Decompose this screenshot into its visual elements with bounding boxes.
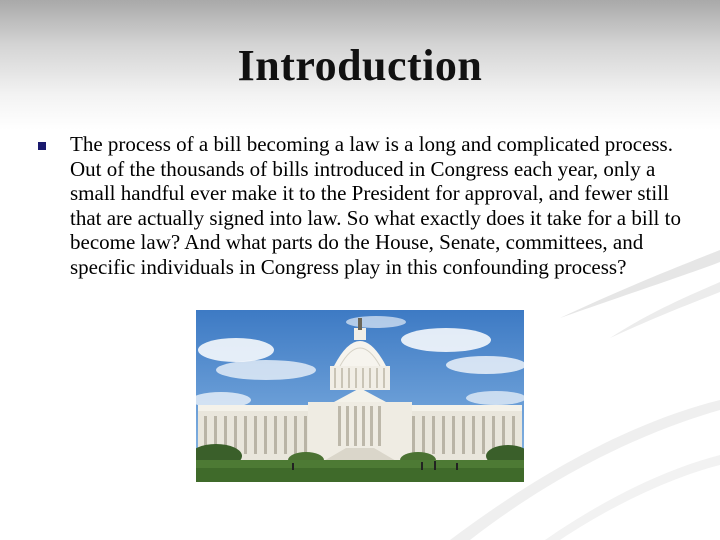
slide-title: Introduction [237, 41, 483, 90]
capitol-illustration [196, 310, 524, 482]
square-bullet-icon [38, 142, 46, 150]
capitol-building-photo [196, 310, 524, 482]
bullet-text: The process of a bill becoming a law is a long and complicated process. Out of the thousands of bills introduced in Congress each year, only a small handful ever make it to the President for approval, and fewer still that are actually signed into law. So what exactly does it take for a bill to become law? And what parts do the House, Senate, committees, and specific individuals in Congress play in this confounding process? [70, 132, 681, 279]
